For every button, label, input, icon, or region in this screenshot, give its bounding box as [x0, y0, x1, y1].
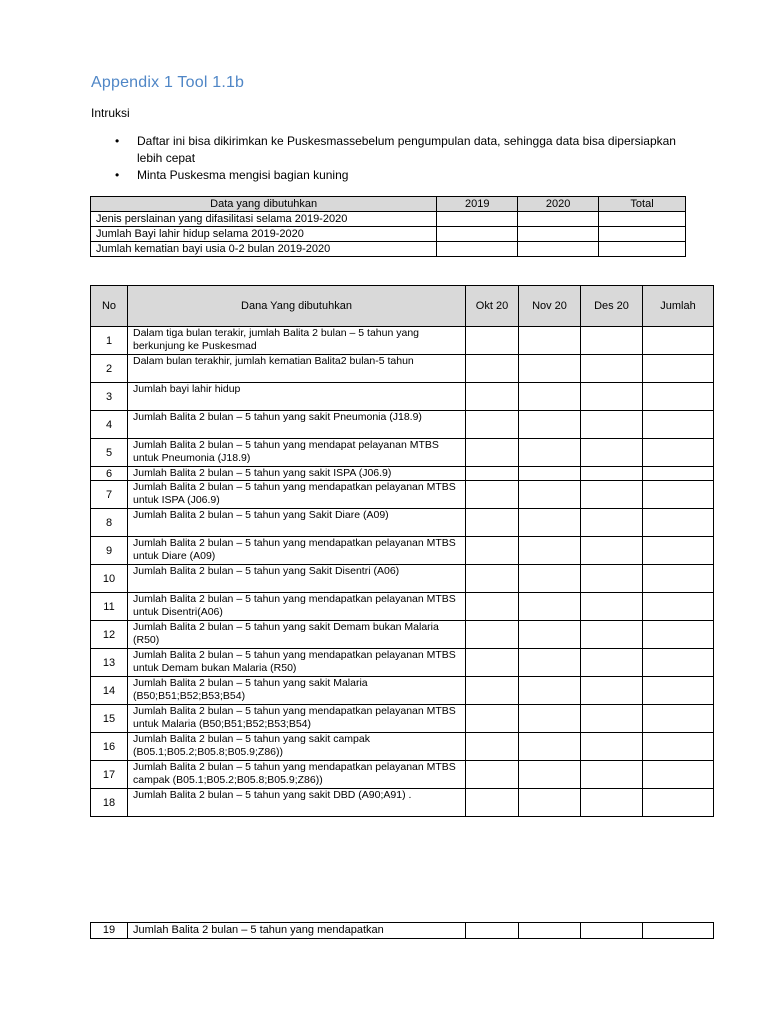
data-cell[interactable]: [466, 923, 519, 939]
data-cell[interactable]: [437, 227, 518, 242]
row-number: 4: [91, 411, 128, 439]
table-header-row: [91, 286, 714, 327]
data-cell[interactable]: [643, 621, 714, 649]
row-number: 6: [91, 467, 128, 481]
row-label: Dalam bulan terakhir, jumlah kematian Balita2 bulan-5 tahun: [128, 355, 466, 383]
row-label: Jumlah Balita 2 bulan – 5 tahun yang mendapatkan pelayanan MTBS untuk ISPA (J06.9): [128, 481, 466, 509]
data-cell[interactable]: [643, 481, 714, 509]
data-cell[interactable]: [581, 355, 643, 383]
instruction-text: Daftar ini bisa dikirimkan ke Puskesmassebelum pengumpulan data, sehingga data bisa dipersiapkan lebih cepat: [137, 134, 676, 165]
data-cell[interactable]: [519, 649, 581, 677]
bullet-icon: •: [115, 168, 120, 182]
data-cell[interactable]: [466, 481, 519, 509]
row-number: 16: [91, 733, 128, 761]
table-row: [91, 537, 714, 565]
data-cell[interactable]: [581, 789, 643, 817]
table-row: [91, 649, 714, 677]
row-label: Jumlah Balita 2 bulan – 5 tahun yang Sakit Diare (A09): [128, 509, 466, 537]
row-label: Jumlah Balita 2 bulan – 5 tahun yang mendapat pelayanan MTBS untuk Pneumonia (J18.9): [128, 439, 466, 467]
column-header: Des 20: [581, 286, 643, 327]
row-number: 8: [91, 509, 128, 537]
data-cell[interactable]: [581, 439, 643, 467]
row-label: Jumlah bayi lahir hidup: [128, 383, 466, 411]
instruction-item: [113, 167, 693, 184]
column-header: Okt 20: [466, 286, 519, 327]
row-label: Jumlah Balita 2 bulan – 5 tahun yang mendapatkan: [128, 923, 466, 939]
data-cell[interactable]: [466, 327, 519, 355]
data-cell[interactable]: [466, 467, 519, 481]
data-cell[interactable]: [599, 242, 686, 257]
table-row: [91, 411, 714, 439]
data-cell[interactable]: [519, 481, 581, 509]
row-number: 7: [91, 481, 128, 509]
row-number: 12: [91, 621, 128, 649]
row-number: 11: [91, 593, 128, 621]
summary-table: [90, 196, 686, 257]
data-cell[interactable]: [519, 327, 581, 355]
data-cell[interactable]: [581, 467, 643, 481]
data-cell[interactable]: [519, 621, 581, 649]
row-label: Jumlah Balita 2 bulan – 5 tahun yang mendapatkan pelayanan MTBS campak (B05.1;B05.2;B05.8;B05.9;Z86)): [128, 761, 466, 789]
table-row: [91, 327, 714, 355]
instruction-item: [113, 133, 693, 167]
table-row: [91, 761, 714, 789]
row-number: 13: [91, 649, 128, 677]
data-cell[interactable]: [466, 789, 519, 817]
data-cell[interactable]: [581, 677, 643, 705]
table-row: [91, 509, 714, 537]
data-cell[interactable]: [519, 411, 581, 439]
row-number: 19: [91, 923, 128, 939]
data-cell[interactable]: [519, 439, 581, 467]
row-number: 9: [91, 537, 128, 565]
row-label: Jumlah Balita 2 bulan – 5 tahun yang mendapatkan pelayanan MTBS untuk Diare (A09): [128, 537, 466, 565]
data-cell[interactable]: [518, 212, 599, 227]
data-cell[interactable]: [466, 733, 519, 761]
data-cell[interactable]: [643, 509, 714, 537]
row-number: 17: [91, 761, 128, 789]
data-cell[interactable]: [519, 355, 581, 383]
data-cell[interactable]: [643, 537, 714, 565]
row-label: Jumlah Balita 2 bulan – 5 tahun yang mendapatkan pelayanan MTBS untuk Disentri(A06): [128, 593, 466, 621]
row-number: 1: [91, 327, 128, 355]
data-cell[interactable]: [519, 923, 581, 939]
data-cell[interactable]: [643, 565, 714, 593]
table-row: [91, 923, 714, 939]
row-label: Jumlah kematian bayi usia 0-2 bulan 2019-2020: [91, 242, 437, 257]
data-cell[interactable]: [599, 227, 686, 242]
data-cell[interactable]: [519, 509, 581, 537]
data-cell[interactable]: [519, 789, 581, 817]
column-header: 2019: [437, 197, 518, 212]
data-cell[interactable]: [519, 677, 581, 705]
data-cell[interactable]: [466, 439, 519, 467]
data-cell[interactable]: [466, 649, 519, 677]
data-cell[interactable]: [643, 411, 714, 439]
data-cell[interactable]: [466, 411, 519, 439]
data-cell[interactable]: [581, 411, 643, 439]
table-row: [91, 621, 714, 649]
data-cell[interactable]: [643, 467, 714, 481]
data-cell[interactable]: [519, 733, 581, 761]
data-cell[interactable]: [581, 621, 643, 649]
data-cell[interactable]: [581, 649, 643, 677]
data-cell[interactable]: [643, 705, 714, 733]
data-cell[interactable]: [437, 242, 518, 257]
data-cell[interactable]: [643, 677, 714, 705]
table-header-row: [91, 197, 686, 212]
data-cell[interactable]: [581, 733, 643, 761]
table-row: [91, 242, 686, 257]
page-title: Appendix 1 Tool 1.1b: [91, 74, 245, 91]
column-header: Total: [599, 197, 686, 212]
table-row: [91, 439, 714, 467]
column-header: No: [91, 286, 128, 327]
row-number: 14: [91, 677, 128, 705]
data-cell[interactable]: [437, 212, 518, 227]
data-cell[interactable]: [466, 355, 519, 383]
data-cell[interactable]: [518, 227, 599, 242]
table-row: [91, 705, 714, 733]
data-cell[interactable]: [581, 761, 643, 789]
data-cell[interactable]: [581, 705, 643, 733]
data-cell[interactable]: [466, 621, 519, 649]
column-header: Nov 20: [519, 286, 581, 327]
data-cell[interactable]: [519, 565, 581, 593]
data-cell[interactable]: [519, 467, 581, 481]
data-cell[interactable]: [581, 923, 643, 939]
table-row: [91, 733, 714, 761]
monthly-data-table: [90, 285, 714, 817]
data-cell[interactable]: [581, 481, 643, 509]
data-cell[interactable]: [466, 537, 519, 565]
data-cell[interactable]: [643, 327, 714, 355]
table-row: [91, 467, 714, 481]
data-cell[interactable]: [581, 593, 643, 621]
row-label: Jumlah Balita 2 bulan – 5 tahun yang mendapatkan pelayanan MTBS untuk Malaria (B50;B51;B52;B53;B54): [128, 705, 466, 733]
data-cell[interactable]: [466, 761, 519, 789]
data-cell[interactable]: [518, 242, 599, 257]
data-cell[interactable]: [643, 649, 714, 677]
data-cell[interactable]: [519, 383, 581, 411]
table-row: [91, 212, 686, 227]
data-cell[interactable]: [466, 383, 519, 411]
data-cell[interactable]: [643, 761, 714, 789]
table-row: [91, 227, 686, 242]
row-number: 18: [91, 789, 128, 817]
row-label: Jumlah Balita 2 bulan – 5 tahun yang sakit Demam bukan Malaria (R50): [128, 621, 466, 649]
row-label: Jumlah Bayi lahir hidup selama 2019-2020: [91, 227, 437, 242]
row-number: 5: [91, 439, 128, 467]
row-label: Jumlah Balita 2 bulan – 5 tahun yang sakit Malaria (B50;B51;B52;B53;B54): [128, 677, 466, 705]
data-cell[interactable]: [581, 383, 643, 411]
instruction-text: Minta Puskesma mengisi bagian kuning: [137, 168, 349, 182]
data-cell[interactable]: [466, 677, 519, 705]
row-label: Jenis perslainan yang difasilitasi selama 2019-2020: [91, 212, 437, 227]
data-cell[interactable]: [643, 733, 714, 761]
data-cell[interactable]: [466, 705, 519, 733]
data-cell[interactable]: [643, 923, 714, 939]
data-cell[interactable]: [599, 212, 686, 227]
row-number: 10: [91, 565, 128, 593]
instruction-list: [113, 133, 693, 184]
table-row: [91, 355, 714, 383]
row-number: 2: [91, 355, 128, 383]
table-row: [91, 481, 714, 509]
data-cell[interactable]: [581, 327, 643, 355]
data-cell[interactable]: [643, 439, 714, 467]
table-row: [91, 677, 714, 705]
column-header: Dana Yang dibutuhkan: [128, 286, 466, 327]
data-cell[interactable]: [519, 537, 581, 565]
data-cell[interactable]: [519, 761, 581, 789]
data-cell[interactable]: [581, 509, 643, 537]
instructions-heading: Intruksi: [91, 106, 130, 120]
table-row: [91, 789, 714, 817]
continuation-table: [90, 922, 714, 939]
column-header: Jumlah: [643, 286, 714, 327]
table-row: [91, 383, 714, 411]
row-label: Jumlah Balita 2 bulan – 5 tahun yang sakit Pneumonia (J18.9): [128, 411, 466, 439]
column-header: 2020: [518, 197, 599, 212]
row-label: Jumlah Balita 2 bulan – 5 tahun yang sakit campak (B05.1;B05.2;B05.8;B05.9;Z86)): [128, 733, 466, 761]
data-cell[interactable]: [466, 509, 519, 537]
row-number: 15: [91, 705, 128, 733]
data-cell[interactable]: [466, 565, 519, 593]
data-cell[interactable]: [581, 537, 643, 565]
row-label: Dalam tiga bulan terakir, jumlah Balita 2 bulan – 5 tahun yang berkunjung ke Puskesmad: [128, 327, 466, 355]
data-cell[interactable]: [643, 789, 714, 817]
table-row: [91, 565, 714, 593]
column-header: Data yang dibutuhkan: [91, 197, 437, 212]
data-cell[interactable]: [643, 593, 714, 621]
data-cell[interactable]: [643, 383, 714, 411]
table-row: [91, 593, 714, 621]
data-cell[interactable]: [519, 705, 581, 733]
row-label: Jumlah Balita 2 bulan – 5 tahun yang mendapatkan pelayanan MTBS untuk Demam bukan Malaria (R50): [128, 649, 466, 677]
data-cell[interactable]: [466, 593, 519, 621]
data-cell[interactable]: [581, 565, 643, 593]
row-number: 3: [91, 383, 128, 411]
row-label: Jumlah Balita 2 bulan – 5 tahun yang sakit DBD (A90;A91) .: [128, 789, 466, 817]
bullet-icon: •: [115, 134, 120, 148]
row-label: Jumlah Balita 2 bulan – 5 tahun yang sakit ISPA (J06.9): [128, 467, 466, 481]
data-cell[interactable]: [519, 593, 581, 621]
row-label: Jumlah Balita 2 bulan – 5 tahun yang Sakit Disentri (A06): [128, 565, 466, 593]
data-cell[interactable]: [643, 355, 714, 383]
